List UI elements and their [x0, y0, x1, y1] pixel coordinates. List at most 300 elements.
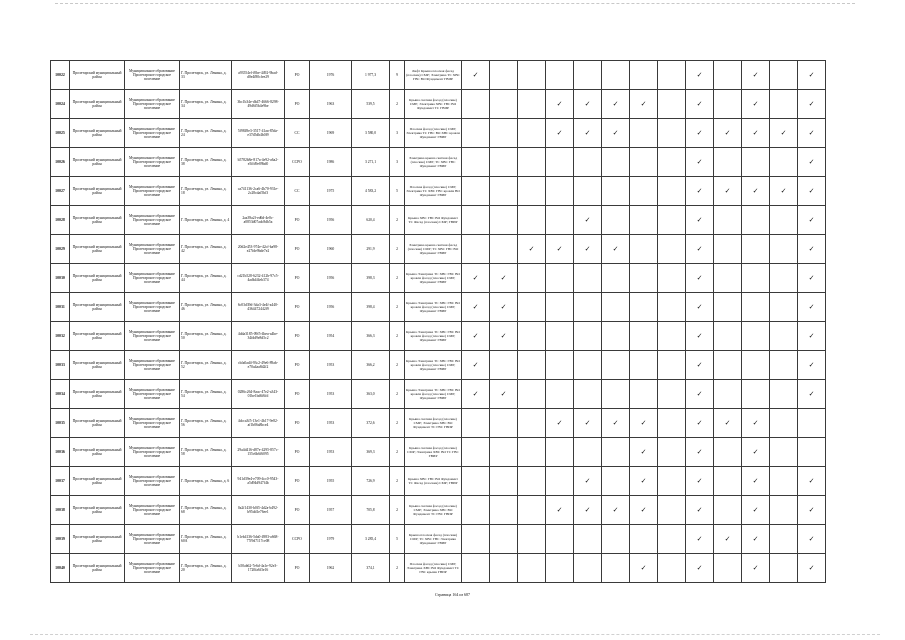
cell-address: Г. Пролетарск, ул. Ленина, д. 54 [180, 380, 232, 409]
table-row [51, 148, 826, 177]
work-check-cell [602, 264, 630, 293]
check-icon: ✓ [752, 70, 759, 79]
cell-material: РО [285, 206, 310, 235]
cell-municipality: Муниципальное образование Пролетарское городское поселение [125, 293, 180, 322]
cell-municipality: Муниципальное образование Пролетарское городское поселение [125, 438, 180, 467]
work-check-cell [546, 467, 574, 496]
page-number: Страница 164 из 687 [434, 592, 471, 597]
table-row [51, 438, 826, 467]
cell-address: Г. Пролетарск, ул. Ленина, д. 34 [180, 90, 232, 119]
work-check-cell [490, 235, 518, 264]
work-check-cell [490, 322, 518, 351]
cell-district: Пролетарский муниципальный район [70, 264, 125, 293]
work-check-cell [742, 293, 770, 322]
work-check-cell [714, 496, 742, 525]
work-check-cell [546, 264, 574, 293]
check-icon: ✓ [696, 447, 703, 456]
work-check-cell [686, 496, 714, 525]
cell-district: Пролетарский муниципальный район [70, 293, 125, 322]
work-check-cell [518, 525, 546, 554]
work-check-cell [714, 351, 742, 380]
work-check-cell [630, 380, 658, 409]
check-icon: ✓ [696, 418, 703, 427]
cell-area: 398,3 [352, 264, 390, 293]
work-check-cell [658, 119, 686, 148]
work-check-cell [798, 380, 826, 409]
cell-id: 10022 [51, 61, 70, 90]
work-check-cell [686, 554, 714, 583]
cell-material: РО [285, 61, 310, 90]
work-check-cell [490, 554, 518, 583]
work-check-cell [770, 235, 798, 264]
cell-area: 291,9 [352, 235, 390, 264]
work-check-cell [546, 235, 574, 264]
cell-cadastral: b50ab62-7e6d-4a1e-92e3-1720fa6f3e16 [232, 554, 285, 583]
cell-year: 1953 [310, 380, 352, 409]
cell-municipality: Муниципальное образование Пролетарское городское поселение [125, 148, 180, 177]
work-check-cell [658, 351, 686, 380]
check-icon: ✓ [528, 244, 535, 253]
cell-material: РО [285, 322, 310, 351]
work-check-cell [686, 235, 714, 264]
table-body [51, 61, 826, 583]
cell-works: Крыша скатная фасад (плоские) СМР; Электрика ХВС ВО ТС ГВС ГВИР [405, 438, 462, 467]
cell-id: 10036 [51, 438, 70, 467]
cell-id: 10027 [51, 177, 70, 206]
work-check-cell [602, 119, 630, 148]
cell-year: 1956 [310, 206, 352, 235]
cell-works: Крыша ХВС ГВС ВО Фундамент ТС Фасад (плоские) СМР; ГВИР [405, 467, 462, 496]
work-check-cell [630, 409, 658, 438]
work-check-cell [742, 380, 770, 409]
cell-id: 10029 [51, 235, 70, 264]
work-check-cell [770, 351, 798, 380]
cell-district: Пролетарский муниципальный район [70, 90, 125, 119]
work-check-cell [630, 525, 658, 554]
cell-cadastral: cd21b528-6232-412b-97c5-4adb4f4eb374 [232, 264, 285, 293]
cell-address: Г. Пролетарск, ул. Ленина, д. 6 [180, 467, 232, 496]
work-check-cell [546, 554, 574, 583]
cell-district: Пролетарский муниципальный район [70, 119, 125, 148]
work-check-cell [798, 61, 826, 90]
work-check-cell [742, 119, 770, 148]
check-icon: ✓ [612, 244, 619, 253]
cell-area: 705,8 [352, 496, 390, 525]
check-icon: ✓ [472, 389, 479, 398]
cell-area: 398,4 [352, 293, 390, 322]
work-check-cell [630, 61, 658, 90]
check-icon: ✓ [640, 447, 647, 456]
table-row [51, 380, 826, 409]
cell-cadastral: 29a4d416-d87e-4295-857c-155c6b6f6095 [232, 438, 285, 467]
cell-floors: 3 [390, 119, 405, 148]
cell-floors: 2 [390, 235, 405, 264]
cell-floors: 2 [390, 380, 405, 409]
work-check-cell [742, 496, 770, 525]
work-check-cell [490, 177, 518, 206]
cell-area: 4 583,2 [352, 177, 390, 206]
work-check-cell [602, 380, 630, 409]
work-check-cell [574, 380, 602, 409]
work-check-cell [770, 61, 798, 90]
work-check-cell [602, 322, 630, 351]
cell-year: 1976 [310, 61, 352, 90]
work-check-cell [574, 235, 602, 264]
cell-year: 1979 [310, 525, 352, 554]
check-icon: ✓ [752, 99, 759, 108]
work-check-cell [742, 264, 770, 293]
work-check-cell [742, 206, 770, 235]
cell-year: 1953 [310, 351, 352, 380]
table-row [51, 177, 826, 206]
cell-material: ССРО [285, 148, 310, 177]
work-check-cell [686, 438, 714, 467]
cell-district: Пролетарский муниципальный район [70, 351, 125, 380]
work-check-cell [658, 438, 686, 467]
work-check-cell [658, 467, 686, 496]
work-check-cell [630, 496, 658, 525]
work-check-cell [518, 206, 546, 235]
check-icon: ✓ [640, 476, 647, 485]
cell-id: 10035 [51, 409, 70, 438]
work-check-cell [462, 496, 490, 525]
cell-cadastral: 3bc1b34e-db47-4666-8298-49d6f5b4e9be [232, 90, 285, 119]
work-check-cell [742, 525, 770, 554]
cell-material: СС [285, 119, 310, 148]
cell-cadastral: 20d2e453-974e-42cf-ba98-e27fde9bde7e2 [232, 235, 285, 264]
check-icon: ✓ [696, 70, 703, 79]
cell-municipality: Муниципальное образование Пролетарское городское поселение [125, 264, 180, 293]
bottom-edge-artifact [30, 634, 880, 635]
work-check-cell [490, 438, 518, 467]
cell-cadastral: 2aa39a2f-ed6d-4e0c-a0853d07adc8db5a [232, 206, 285, 235]
cell-address: Г. Пролетарск, ул. Ленина, д. 46 [180, 293, 232, 322]
work-check-cell [714, 61, 742, 90]
cell-district: Пролетарский муниципальный район [70, 554, 125, 583]
check-icon: ✓ [584, 505, 591, 514]
check-icon: ✓ [808, 360, 815, 369]
cell-municipality: Муниципальное образование Пролетарское городское поселение [125, 496, 180, 525]
work-check-cell [742, 235, 770, 264]
table-row [51, 206, 826, 235]
work-check-cell [462, 554, 490, 583]
work-check-cell [574, 148, 602, 177]
work-check-cell [630, 438, 658, 467]
work-check-cell [630, 322, 658, 351]
work-check-cell [658, 409, 686, 438]
work-check-cell [518, 351, 546, 380]
work-check-cell [574, 293, 602, 322]
cell-district: Пролетарский муниципальный район [70, 148, 125, 177]
work-check-cell [462, 90, 490, 119]
cell-works: Крыша Электрика ТС ХВС ГВС ВО кровли фасад (плоские) СМР; Фундамент ГВИР [405, 322, 462, 351]
work-check-cell [462, 235, 490, 264]
work-check-cell [798, 322, 826, 351]
work-check-cell [574, 409, 602, 438]
cell-material: РО [285, 438, 310, 467]
cell-floors: 9 [390, 61, 405, 90]
cell-id: 10034 [51, 380, 70, 409]
cell-material: РО [285, 264, 310, 293]
work-check-cell [602, 293, 630, 322]
work-check-cell [770, 467, 798, 496]
check-icon: ✓ [556, 128, 563, 137]
work-check-cell [490, 409, 518, 438]
cell-district: Пролетарский муниципальный район [70, 496, 125, 525]
cell-year: 1975 [310, 177, 352, 206]
work-check-cell [714, 525, 742, 554]
cell-district: Пролетарский муниципальный район [70, 467, 125, 496]
work-check-cell [798, 438, 826, 467]
work-check-cell [798, 148, 826, 177]
check-icon: ✓ [612, 418, 619, 427]
work-check-cell [798, 293, 826, 322]
cell-address: Г. Пролетарск, ул. Ленина, д. 4 [180, 206, 232, 235]
work-check-cell [518, 148, 546, 177]
cell-id: 10033 [51, 351, 70, 380]
work-check-cell [546, 90, 574, 119]
cell-works: Крыша Электрика ТС ХВС ГВС ВО кровли фасад (плоские) СМР; Фундамент ГВИР [405, 293, 462, 322]
work-check-cell [462, 438, 490, 467]
check-icon: ✓ [696, 534, 703, 543]
check-icon: ✓ [696, 563, 703, 572]
cell-floors: 2 [390, 467, 405, 496]
work-check-cell [462, 293, 490, 322]
work-check-cell [490, 467, 518, 496]
cell-material: РО [285, 554, 310, 583]
work-check-cell [714, 467, 742, 496]
work-check-cell [630, 467, 658, 496]
work-check-cell [714, 554, 742, 583]
work-check-cell [770, 293, 798, 322]
check-icon: ✓ [808, 331, 815, 340]
work-check-cell [686, 148, 714, 177]
cell-id: 10032 [51, 322, 70, 351]
cell-area: 726,9 [352, 467, 390, 496]
work-check-cell [714, 264, 742, 293]
work-check-cell [630, 148, 658, 177]
check-icon: ✓ [808, 476, 815, 485]
cell-area: 374,1 [352, 554, 390, 583]
work-check-cell [462, 525, 490, 554]
check-icon: ✓ [780, 186, 787, 195]
work-check-cell [602, 351, 630, 380]
work-check-cell [462, 467, 490, 496]
work-check-cell [658, 90, 686, 119]
cell-floors: 2 [390, 322, 405, 351]
cell-works: Крыша скатная фасад (плоские) СМР; Электрика ХВС ГВС ВО Фундамент ТС ГВИР [405, 90, 462, 119]
work-check-cell [518, 264, 546, 293]
check-icon: ✓ [556, 99, 563, 108]
work-check-cell [770, 554, 798, 583]
cell-floors: 2 [390, 206, 405, 235]
work-check-cell [630, 177, 658, 206]
work-check-cell [742, 438, 770, 467]
work-check-cell [462, 322, 490, 351]
work-check-cell [462, 206, 490, 235]
work-check-cell [714, 148, 742, 177]
work-check-cell [518, 380, 546, 409]
work-check-cell [742, 554, 770, 583]
work-check-cell [518, 119, 546, 148]
cell-area: 539,5 [352, 90, 390, 119]
work-check-cell [658, 293, 686, 322]
cell-cadastral: 0286c264-8aac-47e2-a343-01be1bd6f6fd [232, 380, 285, 409]
check-icon: ✓ [696, 360, 703, 369]
work-check-cell [714, 322, 742, 351]
work-check-cell [770, 264, 798, 293]
cell-id: 10038 [51, 496, 70, 525]
check-icon: ✓ [612, 99, 619, 108]
cell-municipality: Муниципальное образование Пролетарское городское поселение [125, 90, 180, 119]
check-icon: ✓ [696, 331, 703, 340]
check-icon: ✓ [808, 273, 815, 282]
work-check-cell [518, 90, 546, 119]
check-icon: ✓ [472, 273, 479, 282]
work-check-cell [798, 264, 826, 293]
work-check-cell [798, 235, 826, 264]
cell-year: 1954 [310, 322, 352, 351]
cell-address: Г. Пролетарск, ул. Ленина, д. 58 [180, 438, 232, 467]
check-icon: ✓ [472, 360, 479, 369]
check-icon: ✓ [472, 70, 479, 79]
work-check-cell [602, 525, 630, 554]
cell-cadastral: b5782b8e-817a-4e92-a6a2-e5ffd9e89bd0 [232, 148, 285, 177]
buildings-table [50, 60, 826, 583]
check-icon: ✓ [612, 128, 619, 137]
check-icon: ✓ [808, 302, 815, 311]
cell-year: 1953 [310, 438, 352, 467]
check-icon: ✓ [724, 534, 731, 543]
cell-municipality: Муниципальное образование Пролетарское городское поселение [125, 206, 180, 235]
work-check-cell [798, 119, 826, 148]
table-row [51, 235, 826, 264]
work-check-cell [798, 554, 826, 583]
check-icon: ✓ [808, 389, 815, 398]
cell-year: 1956 [310, 264, 352, 293]
cell-floors: 2 [390, 554, 405, 583]
work-check-cell [490, 293, 518, 322]
work-check-cell [658, 525, 686, 554]
table-row [51, 409, 826, 438]
work-check-cell [574, 554, 602, 583]
cell-cadastral: 4dcca3f5-13e1-4b17-9e82-af1b06a8bce4 [232, 409, 285, 438]
work-check-cell [574, 264, 602, 293]
cell-area: 369,3 [352, 438, 390, 467]
work-check-cell [602, 496, 630, 525]
check-icon: ✓ [808, 563, 815, 572]
work-check-cell [574, 322, 602, 351]
cell-district: Пролетарский муниципальный район [70, 380, 125, 409]
check-icon: ✓ [808, 186, 815, 195]
cell-floors: 2 [390, 496, 405, 525]
cell-works: Крыша плоская фасад (плоские) СМР; ТС ХВС ГВС Электрика Фундамент ГВИР [405, 525, 462, 554]
cell-works: Крыша ХВС ГВС ВО Фундамент ТС Фасад (плоские) СМР; ГВИР [405, 206, 462, 235]
work-check-cell [714, 293, 742, 322]
check-icon: ✓ [724, 418, 731, 427]
work-check-cell [742, 148, 770, 177]
cell-address: Г. Пролетарск, ул. Ленина, д. 20 [180, 554, 232, 583]
cell-cadastral: b1eb4136-5da0-4983-a668-77f9d7117ce08 [232, 525, 285, 554]
work-check-cell [686, 264, 714, 293]
check-icon: ✓ [696, 476, 703, 485]
work-check-cell [602, 554, 630, 583]
work-check-cell [574, 61, 602, 90]
work-check-cell [462, 351, 490, 380]
work-check-cell [658, 206, 686, 235]
work-check-cell [770, 409, 798, 438]
check-icon: ✓ [752, 563, 759, 572]
cell-works: Крыша Электрика ТС ХВС ГВС ВО кровли фасад (плоские) СМР; Фундамент ГВИР [405, 380, 462, 409]
check-icon: ✓ [752, 128, 759, 137]
work-check-cell [798, 206, 826, 235]
cell-floors: 2 [390, 438, 405, 467]
work-check-cell [714, 438, 742, 467]
work-check-cell [658, 322, 686, 351]
cell-works: Электрика крыша скатная фасад (плоские) СМР; ТС ХВС ГВС Фундамент ГВИР [405, 148, 462, 177]
work-check-cell [742, 61, 770, 90]
cell-works: Лифт Крыша плоская фасад (плоские) СМР; Электрика ТС ХВС ГВС ВО Фундамент ГВИР [405, 61, 462, 90]
work-check-cell [490, 119, 518, 148]
cell-works: Электрика крыша скатная фасад (плоские) СМР; ТС ХВС ГВС ВО Фундамент ГВИР [405, 235, 462, 264]
cell-material: СС [285, 177, 310, 206]
work-check-cell [574, 438, 602, 467]
work-check-cell [798, 177, 826, 206]
work-check-cell [574, 351, 602, 380]
work-check-cell [770, 119, 798, 148]
table-row [51, 351, 826, 380]
check-icon: ✓ [500, 389, 507, 398]
check-icon: ✓ [752, 418, 759, 427]
work-check-cell [798, 351, 826, 380]
cell-municipality: Муниципальное образование Пролетарское городское поселение [125, 554, 180, 583]
check-icon: ✓ [612, 505, 619, 514]
work-check-cell [462, 61, 490, 90]
check-icon: ✓ [696, 302, 703, 311]
check-icon: ✓ [584, 99, 591, 108]
cell-works: Плоская фасад (плоские) СМР; Электрика ХВС ВО Фундамент ТС ГВС крыша ГВИР [405, 554, 462, 583]
work-check-cell [602, 235, 630, 264]
work-check-cell [658, 264, 686, 293]
cell-district: Пролетарский муниципальный район [70, 409, 125, 438]
cell-municipality: Муниципальное образование Пролетарское городское поселение [125, 235, 180, 264]
work-check-cell [770, 438, 798, 467]
check-icon: ✓ [556, 244, 563, 253]
work-check-cell [686, 467, 714, 496]
work-check-cell [518, 554, 546, 583]
cell-material: РО [285, 380, 310, 409]
cell-year: 1953 [310, 409, 352, 438]
work-check-cell [742, 322, 770, 351]
cell-municipality: Муниципальное образование Пролетарское городское поселение [125, 351, 180, 380]
table-row [51, 119, 826, 148]
check-icon: ✓ [696, 244, 703, 253]
work-check-cell [770, 148, 798, 177]
cell-area: 3 271,1 [352, 148, 390, 177]
work-check-cell [574, 467, 602, 496]
cell-municipality: Муниципальное образование Пролетарское городское поселение [125, 61, 180, 90]
work-check-cell [546, 351, 574, 380]
cell-floors: 3 [390, 148, 405, 177]
check-icon: ✓ [696, 389, 703, 398]
cell-floors: 5 [390, 177, 405, 206]
cell-address: Г. Пролетарск, ул. Ленина, д. 60А [180, 525, 232, 554]
work-check-cell [714, 380, 742, 409]
cell-material: РО [285, 293, 310, 322]
cell-id: 10028 [51, 206, 70, 235]
work-check-cell [742, 177, 770, 206]
cell-floors: 2 [390, 90, 405, 119]
